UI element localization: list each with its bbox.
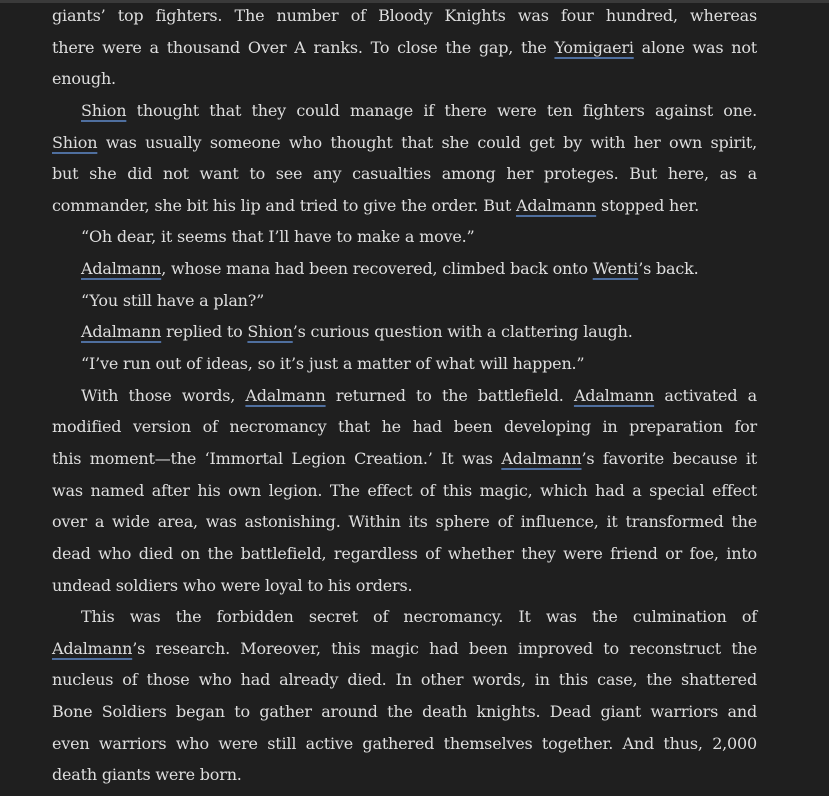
- text-segment: giants’ top fighters. The number of Bloody Knights was four hundred, whereas: [52, 6, 757, 25]
- text-segment: activated a: [654, 385, 757, 405]
- text-segment: ’s favorite because it: [581, 448, 757, 468]
- text-segment: ’s curious question with a clattering laugh.: [292, 322, 633, 342]
- text-line: [52, 221, 757, 253]
- text-segment: ’s research. Moreover, this magic had been improved to reconstruct the: [132, 638, 757, 658]
- glossary-link-shion[interactable]: Shion: [52, 132, 98, 152]
- glossary-link-shion[interactable]: Shion: [247, 322, 293, 342]
- text-segment: , whose mana had been recovered, climbed back onto: [161, 259, 593, 279]
- text-segment: Bone Soldiers began to gather around the death knights. Dead giant warriors and: [52, 702, 757, 722]
- paragraph: [52, 221, 757, 253]
- text-segment: returned to the battlefield.: [325, 385, 574, 405]
- text-segment: thought that they could manage if there were ten fighters against one.: [126, 100, 757, 120]
- text-segment: alone was not: [633, 37, 757, 57]
- text-line: [52, 63, 757, 95]
- text-segment: enough.: [52, 69, 116, 89]
- text-segment: was named after his own legion. The effect of this magic, which had a special effect: [52, 480, 757, 500]
- text-line: [52, 664, 757, 696]
- text-segment: over a wide area, was astonishing. Within its sphere of influence, it transformed the: [52, 512, 757, 532]
- text-segment: even warriors who were still active gathered themselves together. And thus, 2,000: [52, 733, 757, 753]
- text-segment: but she did not want to see any casualties among her proteges. But here, as a: [52, 164, 757, 184]
- paragraph: [52, 380, 757, 601]
- text-segment: “I’ve run out of ideas, so it’s just a matter of what will happen.”: [81, 354, 585, 374]
- glossary-link-yomigaeri[interactable]: Yomigaeri: [554, 37, 634, 57]
- text-segment: With those words,: [81, 385, 246, 405]
- text-segment: stopped her.: [596, 195, 699, 215]
- text-segment: “You still have a plan?”: [81, 290, 265, 310]
- text-segment: commander, she bit his lip and tried to give the order. But: [52, 195, 516, 215]
- glossary-link-adalmann[interactable]: Adalmann: [81, 322, 162, 342]
- text-line: [52, 380, 757, 412]
- glossary-link-adalmann[interactable]: Adalmann: [52, 638, 133, 658]
- text-segment: ’s back.: [638, 259, 699, 279]
- text-line: [52, 190, 757, 222]
- text-line: [52, 570, 757, 602]
- glossary-link-adalmann[interactable]: Adalmann: [245, 385, 326, 405]
- text-segment: replied to: [161, 322, 248, 342]
- glossary-link-shion[interactable]: Shion: [81, 100, 127, 120]
- paragraph: [52, 348, 757, 380]
- text-segment: “Oh dear, it seems that I’ll have to make a move.”: [81, 227, 475, 247]
- text-segment: dead who died on the battlefield, regardless of whether they were friend or foe, into: [52, 543, 757, 563]
- paragraph: [52, 0, 757, 95]
- paragraph: [52, 285, 757, 317]
- text-segment: this moment—the ‘Immortal Legion Creation.’ It was: [52, 448, 502, 468]
- text-line: [52, 728, 757, 760]
- text-line: [52, 633, 757, 665]
- paragraph: [52, 95, 757, 222]
- text-line: [52, 32, 757, 64]
- text-line: [52, 0, 757, 32]
- text-segment: was usually someone who thought that she could get by with her own spirit,: [97, 132, 757, 152]
- text-line: [52, 95, 757, 127]
- text-line: [52, 443, 757, 475]
- paragraph: [52, 316, 757, 348]
- text-line: [52, 348, 757, 380]
- paragraph: [52, 601, 757, 791]
- text-line: [52, 601, 757, 633]
- text-segment: This was the forbidden secret of necromancy. It was the culmination of: [81, 607, 757, 627]
- text-line: [52, 411, 757, 443]
- text-line: [52, 285, 757, 317]
- text-line: [52, 475, 757, 507]
- text-segment: modified version of necromancy that he had been developing in preparation for: [52, 417, 757, 437]
- text-line: [52, 253, 757, 285]
- text-segment: death giants were born.: [52, 765, 242, 785]
- text-line: [52, 696, 757, 728]
- text-segment: nucleus of those who had already died. In other words, in this case, the shattered: [52, 670, 757, 690]
- text-line: [52, 316, 757, 348]
- glossary-link-adalmann[interactable]: Adalmann: [81, 259, 162, 279]
- text-line: [52, 158, 757, 190]
- glossary-link-adalmann[interactable]: Adalmann: [501, 448, 582, 468]
- glossary-link-wenti[interactable]: Wenti: [592, 259, 639, 279]
- text-line: [52, 127, 757, 159]
- text-segment: there were a thousand Over A ranks. To close the gap, the: [52, 37, 555, 57]
- glossary-link-adalmann[interactable]: Adalmann: [573, 385, 655, 405]
- glossary-link-adalmann[interactable]: Adalmann: [515, 195, 597, 215]
- text-segment: undead soldiers who were loyal to his orders.: [52, 575, 413, 595]
- reader-content: [52, 0, 757, 791]
- text-line: [52, 759, 757, 791]
- text-line: [52, 538, 757, 570]
- text-line: [52, 506, 757, 538]
- paragraph: [52, 253, 757, 285]
